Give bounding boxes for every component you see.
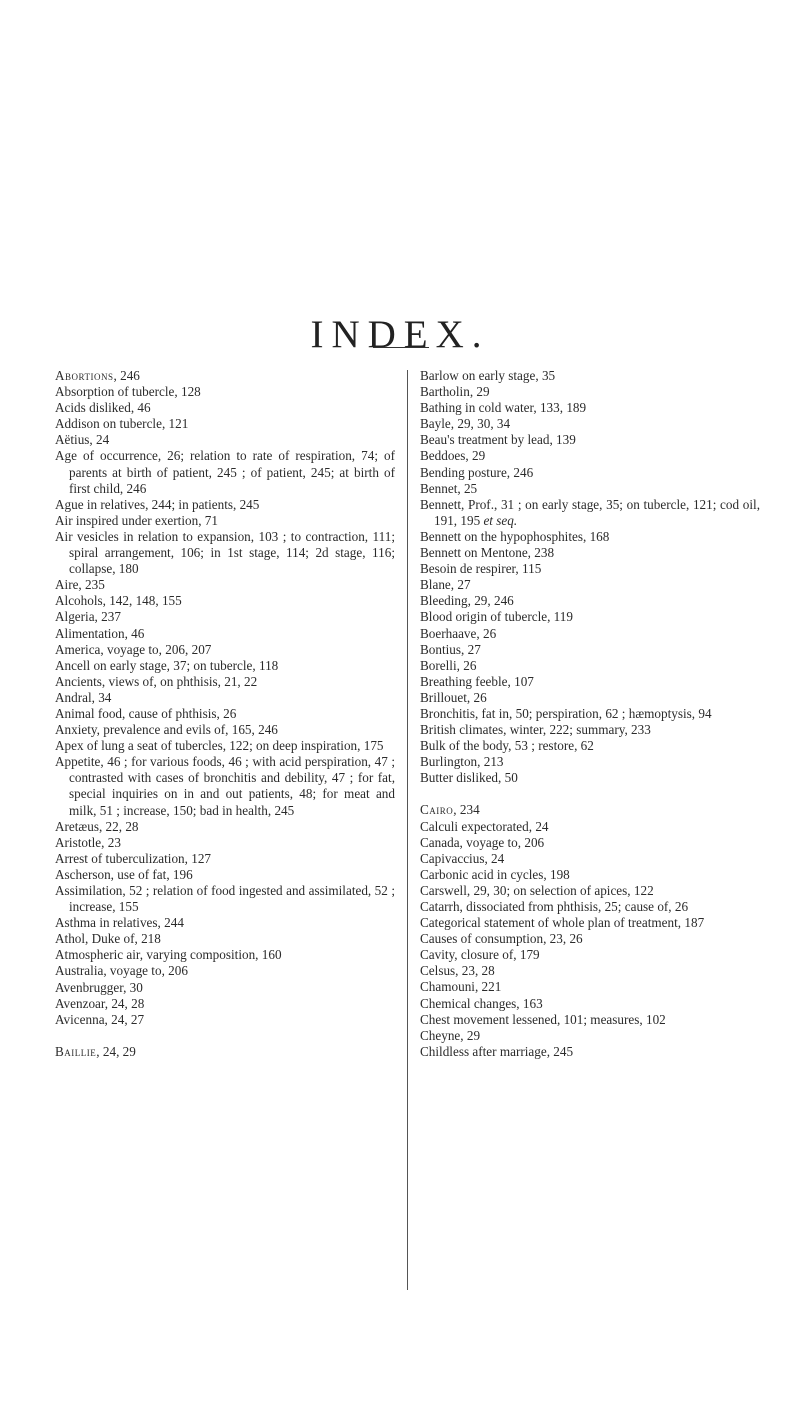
index-entry: Andral, 34 bbox=[55, 689, 112, 705]
index-entry: Arrest of tuberculization, 127 bbox=[55, 850, 212, 866]
title-rule bbox=[373, 347, 429, 348]
index-entry: Assimilation, 52 ; relation of food ingested and assimilated, 52 ; increase, 155 bbox=[55, 883, 395, 915]
index-entry: Brillouet, 26 bbox=[420, 689, 487, 705]
index-entry: Catarrh, dissociated from phthisis, 25; cause of, 26 bbox=[420, 899, 689, 914]
index-entry: Bronchitis, fat in, 50; perspiration, 62 ; hæmoptysis, 94 bbox=[420, 705, 712, 721]
index-entry: Alimentation, 46 bbox=[55, 625, 145, 641]
section-lead-word: Baillie bbox=[55, 1043, 97, 1059]
index-entry: Carswell, 29, 30; on selection of apices, 122 bbox=[420, 882, 654, 898]
index-entry: Boerhaave, 26 bbox=[420, 625, 497, 641]
index-entry: Acids disliked, 46 bbox=[55, 400, 151, 416]
index-entry: Bennett on the hypophosphites, 168 bbox=[420, 528, 610, 544]
index-entry: Beau's treatment by lead, 139 bbox=[420, 432, 576, 448]
index-entry: Aretæus, 22, 28 bbox=[55, 818, 139, 834]
index-entry: Calculi expectorated, 24 bbox=[420, 818, 549, 834]
index-entry: Breathing feeble, 107 bbox=[420, 673, 534, 689]
index-entry: Atmospheric air, varying composition, 160 bbox=[55, 947, 282, 963]
index-entry: Blane, 27 bbox=[420, 577, 471, 593]
index-entry: Air inspired under exertion, 71 bbox=[55, 512, 218, 528]
index-entry: Bending posture, 246 bbox=[420, 464, 534, 480]
index-column-left bbox=[55, 368, 395, 1060]
index-entry: Cairo, 234 bbox=[420, 802, 480, 818]
index-entry: Alcohols, 142, 148, 155 bbox=[55, 593, 182, 609]
index-entry: Bathing in cold water, 133, 189 bbox=[420, 400, 587, 416]
index-entry: Aristotle, 23 bbox=[55, 834, 121, 850]
index-entry: Athol, Duke of, 218 bbox=[55, 931, 161, 947]
index-entry: Categorical statement of whole plan of treatment, 187 bbox=[420, 915, 705, 931]
index-entry: Bartholin, 29 bbox=[420, 384, 490, 400]
index-entry: Cheyne, 29 bbox=[420, 1027, 481, 1043]
index-entry: Beddoes, 29 bbox=[420, 448, 486, 464]
index-entry: Capivaccius, 24 bbox=[420, 850, 505, 866]
column-divider bbox=[407, 370, 408, 1290]
index-entry: America, voyage to, 206, 207 bbox=[55, 641, 212, 657]
index-entry: Ague in relatives, 244; in patients, 245 bbox=[55, 496, 260, 512]
index-entry: Bleeding, 29, 246 bbox=[420, 593, 514, 609]
section-lead-word: Cairo bbox=[420, 802, 454, 818]
page-title: INDEX. bbox=[310, 313, 490, 356]
index-entry: Algeria, 237 bbox=[55, 609, 121, 625]
index-entry: Cavity, closure of, 179 bbox=[420, 947, 540, 963]
index-entry: Baillie, 24, 29 bbox=[55, 1043, 136, 1059]
index-entry: Avenbrugger, 30 bbox=[55, 979, 143, 995]
section-lead-word: Abortions bbox=[55, 368, 114, 383]
index-entry: Appetite, 46 ; for various foods, 46 ; with acid perspiration, 47 ; contrasted with cases of bronchitis and debility, 47 ; for fat, special inquiries on in and out patients, 48; for meat and milk, 51 ; increase, 150; bad in health, 245 bbox=[55, 754, 395, 818]
index-entry: Ascherson, use of fat, 196 bbox=[55, 866, 193, 882]
index-entry: Apex of lung a seat of tubercles, 122; on deep inspiration, 175 bbox=[55, 738, 384, 754]
index-entry: Avenzoar, 24, 28 bbox=[55, 995, 145, 1011]
index-entry: Barlow on early stage, 35 bbox=[420, 368, 556, 383]
index-entry: Absorption of tubercle, 128 bbox=[55, 384, 201, 400]
index-column-right bbox=[420, 368, 760, 1060]
index-entry: Bayle, 29, 30, 34 bbox=[420, 416, 511, 432]
index-entry: Bennett on Mentone, 238 bbox=[420, 545, 555, 561]
index-entry: Childless after marriage, 245 bbox=[420, 1043, 574, 1059]
index-entry: Blood origin of tubercle, 119 bbox=[420, 609, 573, 625]
index-entry: Aëtius, 24 bbox=[55, 432, 110, 448]
index-entry: Canada, voyage to, 206 bbox=[420, 834, 545, 850]
section-gap bbox=[420, 786, 760, 802]
index-entry: Celsus, 23, 28 bbox=[420, 963, 495, 979]
index-entry: Anxiety, prevalence and evils of, 165, 246 bbox=[55, 722, 278, 738]
index-entry: Australia, voyage to, 206 bbox=[55, 963, 188, 979]
index-entry: Butter disliked, 50 bbox=[420, 770, 518, 786]
index-entry: Asthma in relatives, 244 bbox=[55, 915, 184, 931]
et-seq-italic: et seq. bbox=[483, 512, 518, 528]
index-entry: Borelli, 26 bbox=[420, 657, 477, 673]
index-entry: Bennet, 25 bbox=[420, 480, 478, 496]
index-entry: Age of occurrence, 26; relation to rate of respiration, 74; of parents at birth of patient, 245 ; of patient, 245; at birth of first child, 246 bbox=[55, 448, 395, 496]
index-entry: Chamouni, 221 bbox=[420, 979, 502, 995]
index-entry: Bulk of the body, 53 ; restore, 62 bbox=[420, 738, 594, 754]
index-entry: Animal food, cause of phthisis, 26 bbox=[55, 705, 237, 721]
index-entry: Ancell on early stage, 37; on tubercle, 118 bbox=[55, 657, 279, 673]
index-entry: Besoin de respirer, 115 bbox=[420, 561, 542, 577]
index-entry: Chest movement lessened, 101; measures, 102 bbox=[420, 1011, 666, 1027]
index-entry: Addison on tubercle, 121 bbox=[55, 416, 189, 432]
index-entry: Air vesicles in relation to expansion, 103 ; to contraction, 111; spiral arrangement, 106; in 1st stage, 114; 2d stage, 116; collapse, 180 bbox=[55, 528, 395, 577]
index-entry: Ancients, views of, on phthisis, 21, 22 bbox=[55, 673, 258, 689]
index-entry: Bontius, 27 bbox=[420, 641, 481, 657]
index-entry: Bennett, Prof., 31 ; on early stage, 35; on tubercle, 121; cod oil, 191, 195 et seq. bbox=[420, 496, 760, 528]
index-entry: Chemical changes, 163 bbox=[420, 995, 543, 1011]
index-entry: Causes of consumption, 23, 26 bbox=[420, 931, 583, 947]
index-entry: Abortions, 246 bbox=[55, 368, 140, 383]
index-entry: Avicenna, 24, 27 bbox=[55, 1011, 145, 1027]
section-gap bbox=[55, 1028, 395, 1044]
index-entry: Burlington, 213 bbox=[420, 754, 504, 770]
index-entry: Carbonic acid in cycles, 198 bbox=[420, 866, 570, 882]
index-entry: Aire, 235 bbox=[55, 577, 105, 593]
index-entry: British climates, winter, 222; summary, 233 bbox=[420, 722, 651, 738]
